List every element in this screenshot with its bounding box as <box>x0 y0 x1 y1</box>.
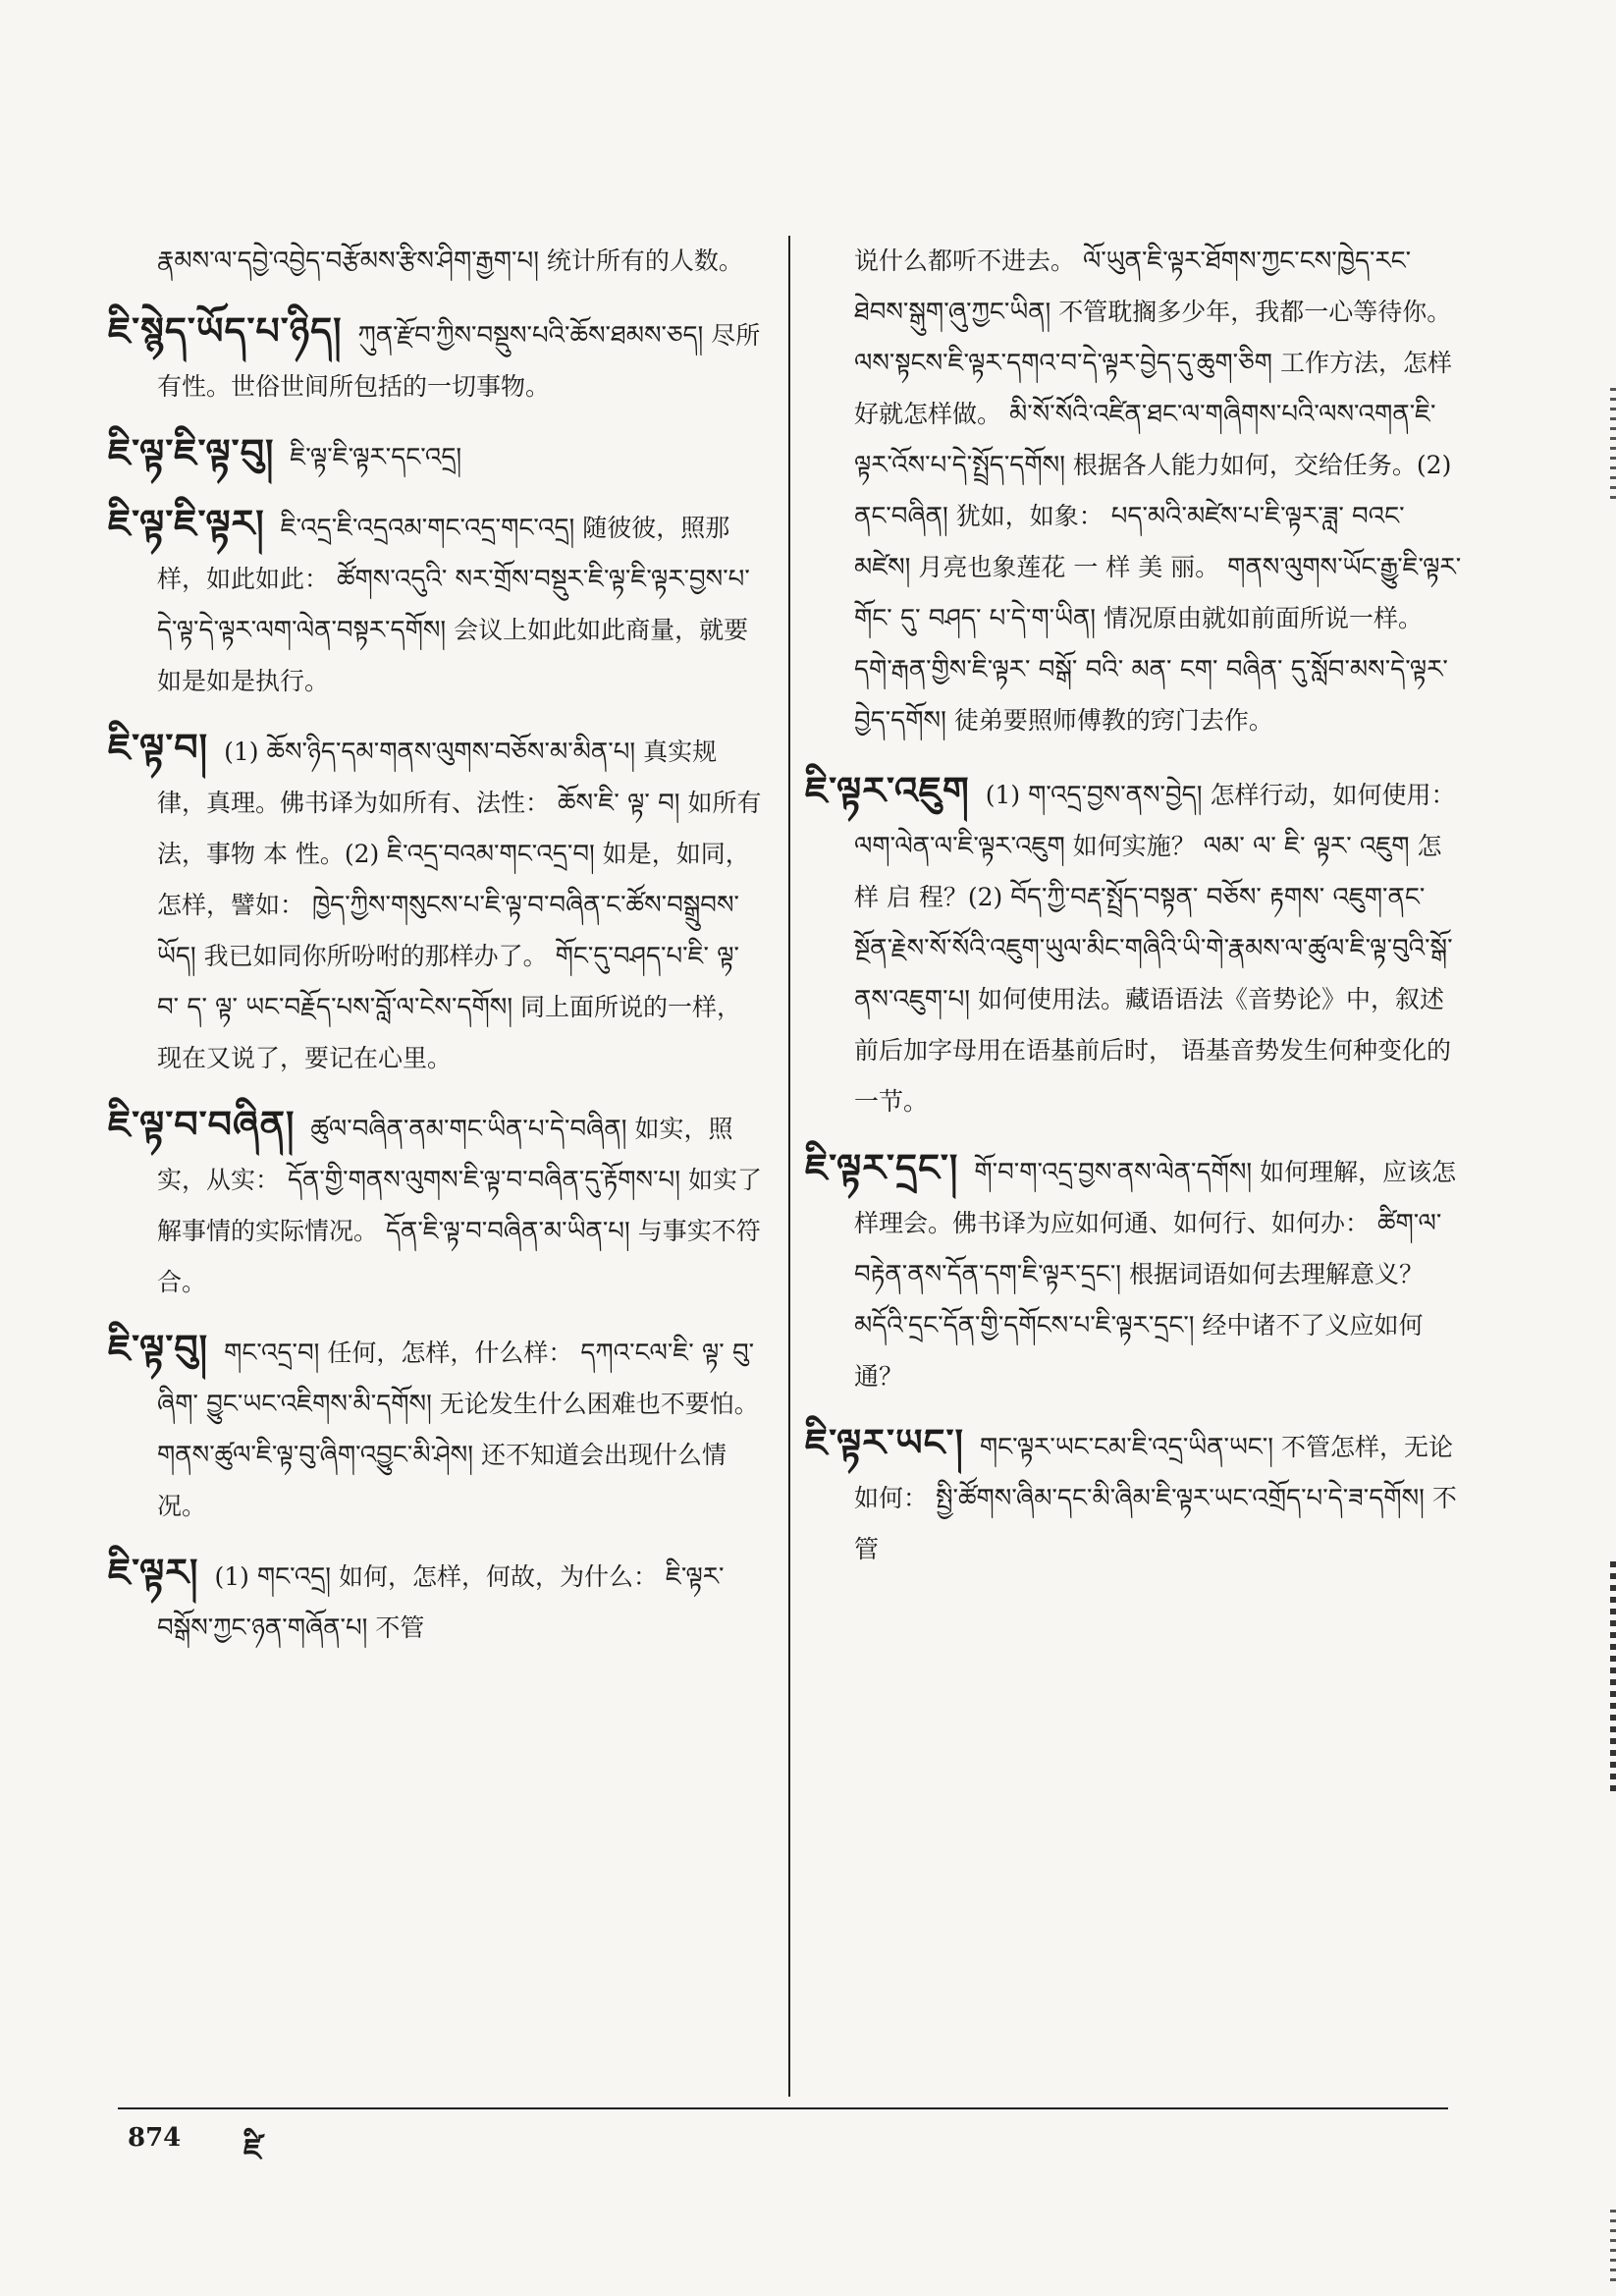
dictionary-entry <box>108 304 766 412</box>
chinese-gloss: 真实规律，真理。佛书译为如所有、法性： <box>157 738 718 817</box>
tibetan-text: ཚིག་ལ་བརྟེན་ནས་དོན་དག་ཇི་ལྟར་དྲང་། <box>854 1209 1442 1289</box>
chinese-gloss: 任何，怎样，什么样： <box>327 1339 573 1367</box>
chinese-gloss: 怎 样 启 程？(2) <box>854 832 1442 911</box>
tibetan-text: གོང་དུ་བཤད་པ་ཇི་ ལྟ་ བ་ ད་ ལྟ་ ཡང་བརྗོད་པས་བློ་ལ་ངེས་དགོས། <box>157 942 739 1022</box>
tibetan-text: གནས་ཚུལ་ཇི་ལྟ་བུ་ཞིག་འབྱུང་མི་ཤེས། <box>157 1441 473 1470</box>
chinese-gloss: (1) <box>985 781 1021 809</box>
chinese-gloss: 说什么都听不进去。 <box>854 246 1076 275</box>
chinese-gloss: 工作方法，怎样好就怎样做。 <box>854 349 1452 428</box>
chinese-gloss: 根据词语如何去理解意义？ <box>1129 1260 1425 1288</box>
chinese-gloss: (1) <box>214 1562 249 1591</box>
scan-edge-mark <box>1610 2210 1616 2288</box>
entry-definition <box>854 1158 1456 1391</box>
chinese-gloss: 统计所有的人数。 <box>546 246 743 275</box>
tibetan-text: གང་འདྲ། <box>256 1562 332 1592</box>
tibetan-text: རྣམས་ལ་དབྱེ་འབྱེད་བརྩོམས་རྩིས་ཤིག་རྒྱག་པ། <box>157 246 539 276</box>
tibetan-text: དཀའ་ངལ་ཇི་ ལྟ་ བུ་ ཞིག་ བྱུང་ཡང་འཇིགས་མི་དགོས། <box>157 1339 755 1419</box>
tibetan-text: ཀུན་རྫོབ་ཀྱིས་བསྡུས་པའི་ཆོས་ཐམས་ཅད། <box>357 321 704 351</box>
tibetan-text: དགེ་རྒན་གྱིས་ཇི་ལྟར་ བསྒོ་ བའི་ མན་ ངག་ བཞིན་ དུ་སློབ་མས་དེ་ལྟར་བྱེད་དགོས། <box>854 655 1448 736</box>
tibetan-text: ཇི་འདྲ་བའམ་གང་འདྲ་བ། <box>387 840 595 869</box>
chinese-gloss: 经中诸不了义应如何通？ <box>854 1311 1424 1391</box>
chinese-gloss: 同上面所说的一样，现在又说了，要记在心里。 <box>157 993 742 1072</box>
tibetan-text: ཁྱེད་ཀྱིས་གསུངས་པ་ཇི་ལྟ་བ་བཞིན་ང་ཚོས་བསྒྲུབས་ཡོད། <box>157 891 739 971</box>
chinese-gloss: 如实，照实，从实： <box>157 1115 733 1194</box>
page-number: 874 <box>128 2123 182 2153</box>
footer-rule <box>118 2107 1448 2109</box>
chinese-gloss: 如所有法，事物 本 性。(2) <box>157 789 762 868</box>
tibetan-text: སྤྱི་ཚོགས་ཞིམ་དང་མི་ཞིམ་ཇི་ལྟར་ཡང་འགྲོད་པ་དེ་ཟ་དགོས། <box>935 1484 1425 1513</box>
dictionary-entry <box>157 236 766 287</box>
chinese-gloss: 不管怎样，无论如何： <box>854 1433 1454 1512</box>
tibetan-text: ནང་བཞིན། <box>854 502 948 531</box>
tibetan-text: ག་འདྲ་བྱས་ནས་བྱེད། <box>1028 781 1203 810</box>
tibetan-text: མདོའི་དྲང་དོན་གྱི་དགོངས་པ་ཇི་ལྟར་དྲང་། <box>854 1311 1195 1340</box>
chinese-gloss: 尽所有性。世俗世间所包括的一切事物。 <box>157 321 761 401</box>
chinese-gloss: 不管 <box>854 1484 1457 1563</box>
entry-headword: ཇི་ལྟ་ཇི་ལྟར། <box>108 501 265 545</box>
tibetan-text: གང་ལྟར་ཡང་ངམ་ཇི་འདྲ་ཡིན་ཡང་། <box>979 1433 1274 1462</box>
chinese-gloss: 徒弟要照师傅教的窍门去作。 <box>953 706 1273 735</box>
chinese-gloss: 如何使用法。藏语语法《音势论》中，叙述前后加字母用在语基前后时， 语基音势发生何种变化的一节。 <box>854 985 1451 1116</box>
tibetan-text: གནས་ལུགས་ཡོང་རྒྱུ་ཇི་ལྟར་གོང་ དུ་ བཤད་ པ་དེ་ག་ཡིན། <box>854 553 1462 633</box>
chinese-gloss: 月亮也象莲花 一 样 美 丽。 <box>918 553 1220 581</box>
chinese-gloss: 与事实不符合。 <box>157 1217 761 1296</box>
entry-definition <box>157 1339 759 1520</box>
tibetan-text: བོད་ཀྱི་བརྡ་སྤྲོད་བསྟན་ བཅོས་ རྟགས་ འཇུག་ནང་སྔོན་རྗེས་སོ་སོའི་འཇུག་ཡུལ་མིང་གཞིའི་ཡི་གེ་རྣམས་ལ་ཚུལ་ཇི་ལྟ་བུའི་སྒོ་ནས་འཇུག་པ། <box>854 883 1453 1014</box>
section-letter: ཛི <box>243 2133 262 2167</box>
left-column <box>108 236 766 1667</box>
dictionary-entry <box>108 1098 766 1308</box>
scan-edge-mark <box>1610 388 1616 506</box>
chinese-gloss: 我已如同你所吩咐的那样办了。 <box>203 942 548 970</box>
entry-definition <box>157 738 762 1072</box>
dictionary-entry <box>805 764 1463 1127</box>
tibetan-text: ཆོས་ཉིད་དམ་གནས་ལུགས་བཅོས་མ་མིན་པ། <box>266 738 636 767</box>
chinese-gloss: 如是，如同，怎样，譬如： <box>157 840 750 919</box>
chinese-gloss: (1) <box>224 738 259 766</box>
tibetan-text: པད་མའི་མཛེས་པ་ཇི་ལྟར་ཟླ་ བའང་ མཛེས། <box>854 502 1405 582</box>
tibetan-text: གང་འདྲ་བ། <box>224 1339 320 1368</box>
entry-headword: ཇི་ལྟ་བ་བཞིན། <box>108 1102 296 1146</box>
chinese-gloss: 怎样行动，如何使用： <box>1210 781 1456 809</box>
chinese-gloss: 无论发生什么困难也不要怕。 <box>439 1390 759 1418</box>
tibetan-text: ཚུལ་བཞིན་ནམ་གང་ཡིན་པ་དེ་བཞིན། <box>310 1115 627 1144</box>
tibetan-text: ལམ་ ལ་ ཇི་ ལྟར་ འཇུག <box>1203 832 1410 861</box>
chinese-gloss: 犹如，如象： <box>955 502 1104 530</box>
column-divider <box>788 236 790 2097</box>
tibetan-text: ལས་སྟངས་ཇི་ལྟར་དགའ་བ་དེ་ལྟར་བྱེད་དུ་ཆུག་ཅིག <box>854 349 1272 378</box>
chinese-gloss: 不管 <box>375 1613 425 1642</box>
entry-headword: ཇི་ལྟར། <box>108 1550 199 1594</box>
chinese-gloss: 情况原由就如前面所说一样。 <box>1104 604 1424 632</box>
entry-headword: ཇི་ལྟ་བ། <box>108 725 209 769</box>
dictionary-entry <box>108 426 766 483</box>
scan-edge-mark <box>1610 1561 1616 1797</box>
chinese-gloss: 不管耽搁多少年，我都一心等待你。 <box>1058 298 1452 326</box>
chinese-gloss: 如何，怎样，何故，为什么： <box>338 1562 658 1591</box>
entry-headword: ཇི་སྙེད་ཡོད་པ་ཉིད། <box>108 308 343 353</box>
dictionary-entry <box>108 1322 766 1532</box>
chinese-gloss: 如何理解，应该怎样理会。佛书译为应如何通、如何行、如何办： <box>854 1158 1457 1237</box>
chinese-gloss: 还不知道会出现什么情况。 <box>157 1441 727 1520</box>
tibetan-text: ལག་ལེན་ལ་ཇི་ལྟར་འཇུག <box>854 832 1065 861</box>
chinese-gloss: 如实了解事情的实际情况。 <box>157 1166 762 1245</box>
entry-definition <box>157 246 743 275</box>
tibetan-text: ཇི་ལྟར་བསྒོས་ཀྱང་ཉན་གཞོན་པ། <box>157 1562 725 1643</box>
tibetan-text: ལོ་ཡུན་ཇི་ལྟར་ཐོགས་ཀྱང་ངས་ཁྱེད་རང་ཐེབས་སྒུག་ཞུ་ཀྱང་ཡིན། <box>854 246 1412 327</box>
tibetan-text: དོན་ཇི་ལྟ་བ་བཞིན་མ་ཡིན་པ། <box>385 1217 630 1246</box>
entry-definition <box>157 1562 724 1642</box>
dictionary-entry <box>108 497 766 707</box>
dictionary-entry <box>805 1141 1463 1402</box>
entry-headword: ཇི་ལྟ་ཇི་ལྟ་བུ། <box>108 430 275 474</box>
entry-headword: ཇི་ལྟ་བུ། <box>108 1326 209 1370</box>
tibetan-text: ཆོས་ཇི་ ལྟ་ བ། <box>557 789 680 818</box>
tibetan-text: ཚོགས་འདུའི་ སར་གྲོས་བསྡུར་ཇི་ལྟ་ཇི་ལྟར་བྱས་པ་དེ་ལྟ་དེ་ལྟར་ལག་ལེན་བསྟར་དགོས། <box>157 565 750 645</box>
chinese-gloss: 根据各人能力如何，交给任务。(2) <box>1072 451 1452 479</box>
tibetan-text: མི་སོ་སོའི་འཛིན་ཐང་ལ་གཞིགས་པའི་ལས་འགན་ཇི་ལྟར་འོས་པ་དེ་སྤྲོད་དགོས། <box>854 400 1436 480</box>
dictionary-entry <box>854 236 1463 746</box>
dictionary-entry <box>108 721 766 1084</box>
tibetan-text: དོན་གྱི་གནས་ལུགས་ཇི་ལྟ་བ་བཞིན་དུ་རྟོགས་པ། <box>287 1166 680 1195</box>
entry-headword: ཇི་ལྟར་འཇུག <box>805 768 970 812</box>
entry-headword: ཇི་ལྟར་དྲང་། <box>805 1145 959 1189</box>
tibetan-text: ཇི་འདྲ་ཇི་འདྲའམ་གང་འདྲ་གང་འདྲ། <box>280 514 575 543</box>
entry-definition <box>290 443 461 471</box>
tibetan-text: ཇི་ལྟ་ཇི་ལྟར་དང་འདྲ། <box>290 443 462 472</box>
dictionary-entry <box>805 1416 1463 1575</box>
entry-definition <box>854 246 1461 735</box>
chinese-gloss: 会议上如此如此商量，就要如是如是执行。 <box>157 616 749 695</box>
chinese-gloss: 随彼彼，照那样，如此如此： <box>157 514 730 593</box>
dictionary-entry <box>108 1546 766 1654</box>
right-column <box>805 236 1463 1589</box>
entry-headword: ཇི་ལྟར་ཡང་། <box>805 1420 964 1464</box>
tibetan-text: གོ་བ་ག་འདྲ་བྱས་ནས་ལེན་དགོས། <box>974 1158 1253 1187</box>
entry-definition <box>854 781 1455 1116</box>
chinese-gloss: 如何实施？ <box>1072 832 1196 860</box>
